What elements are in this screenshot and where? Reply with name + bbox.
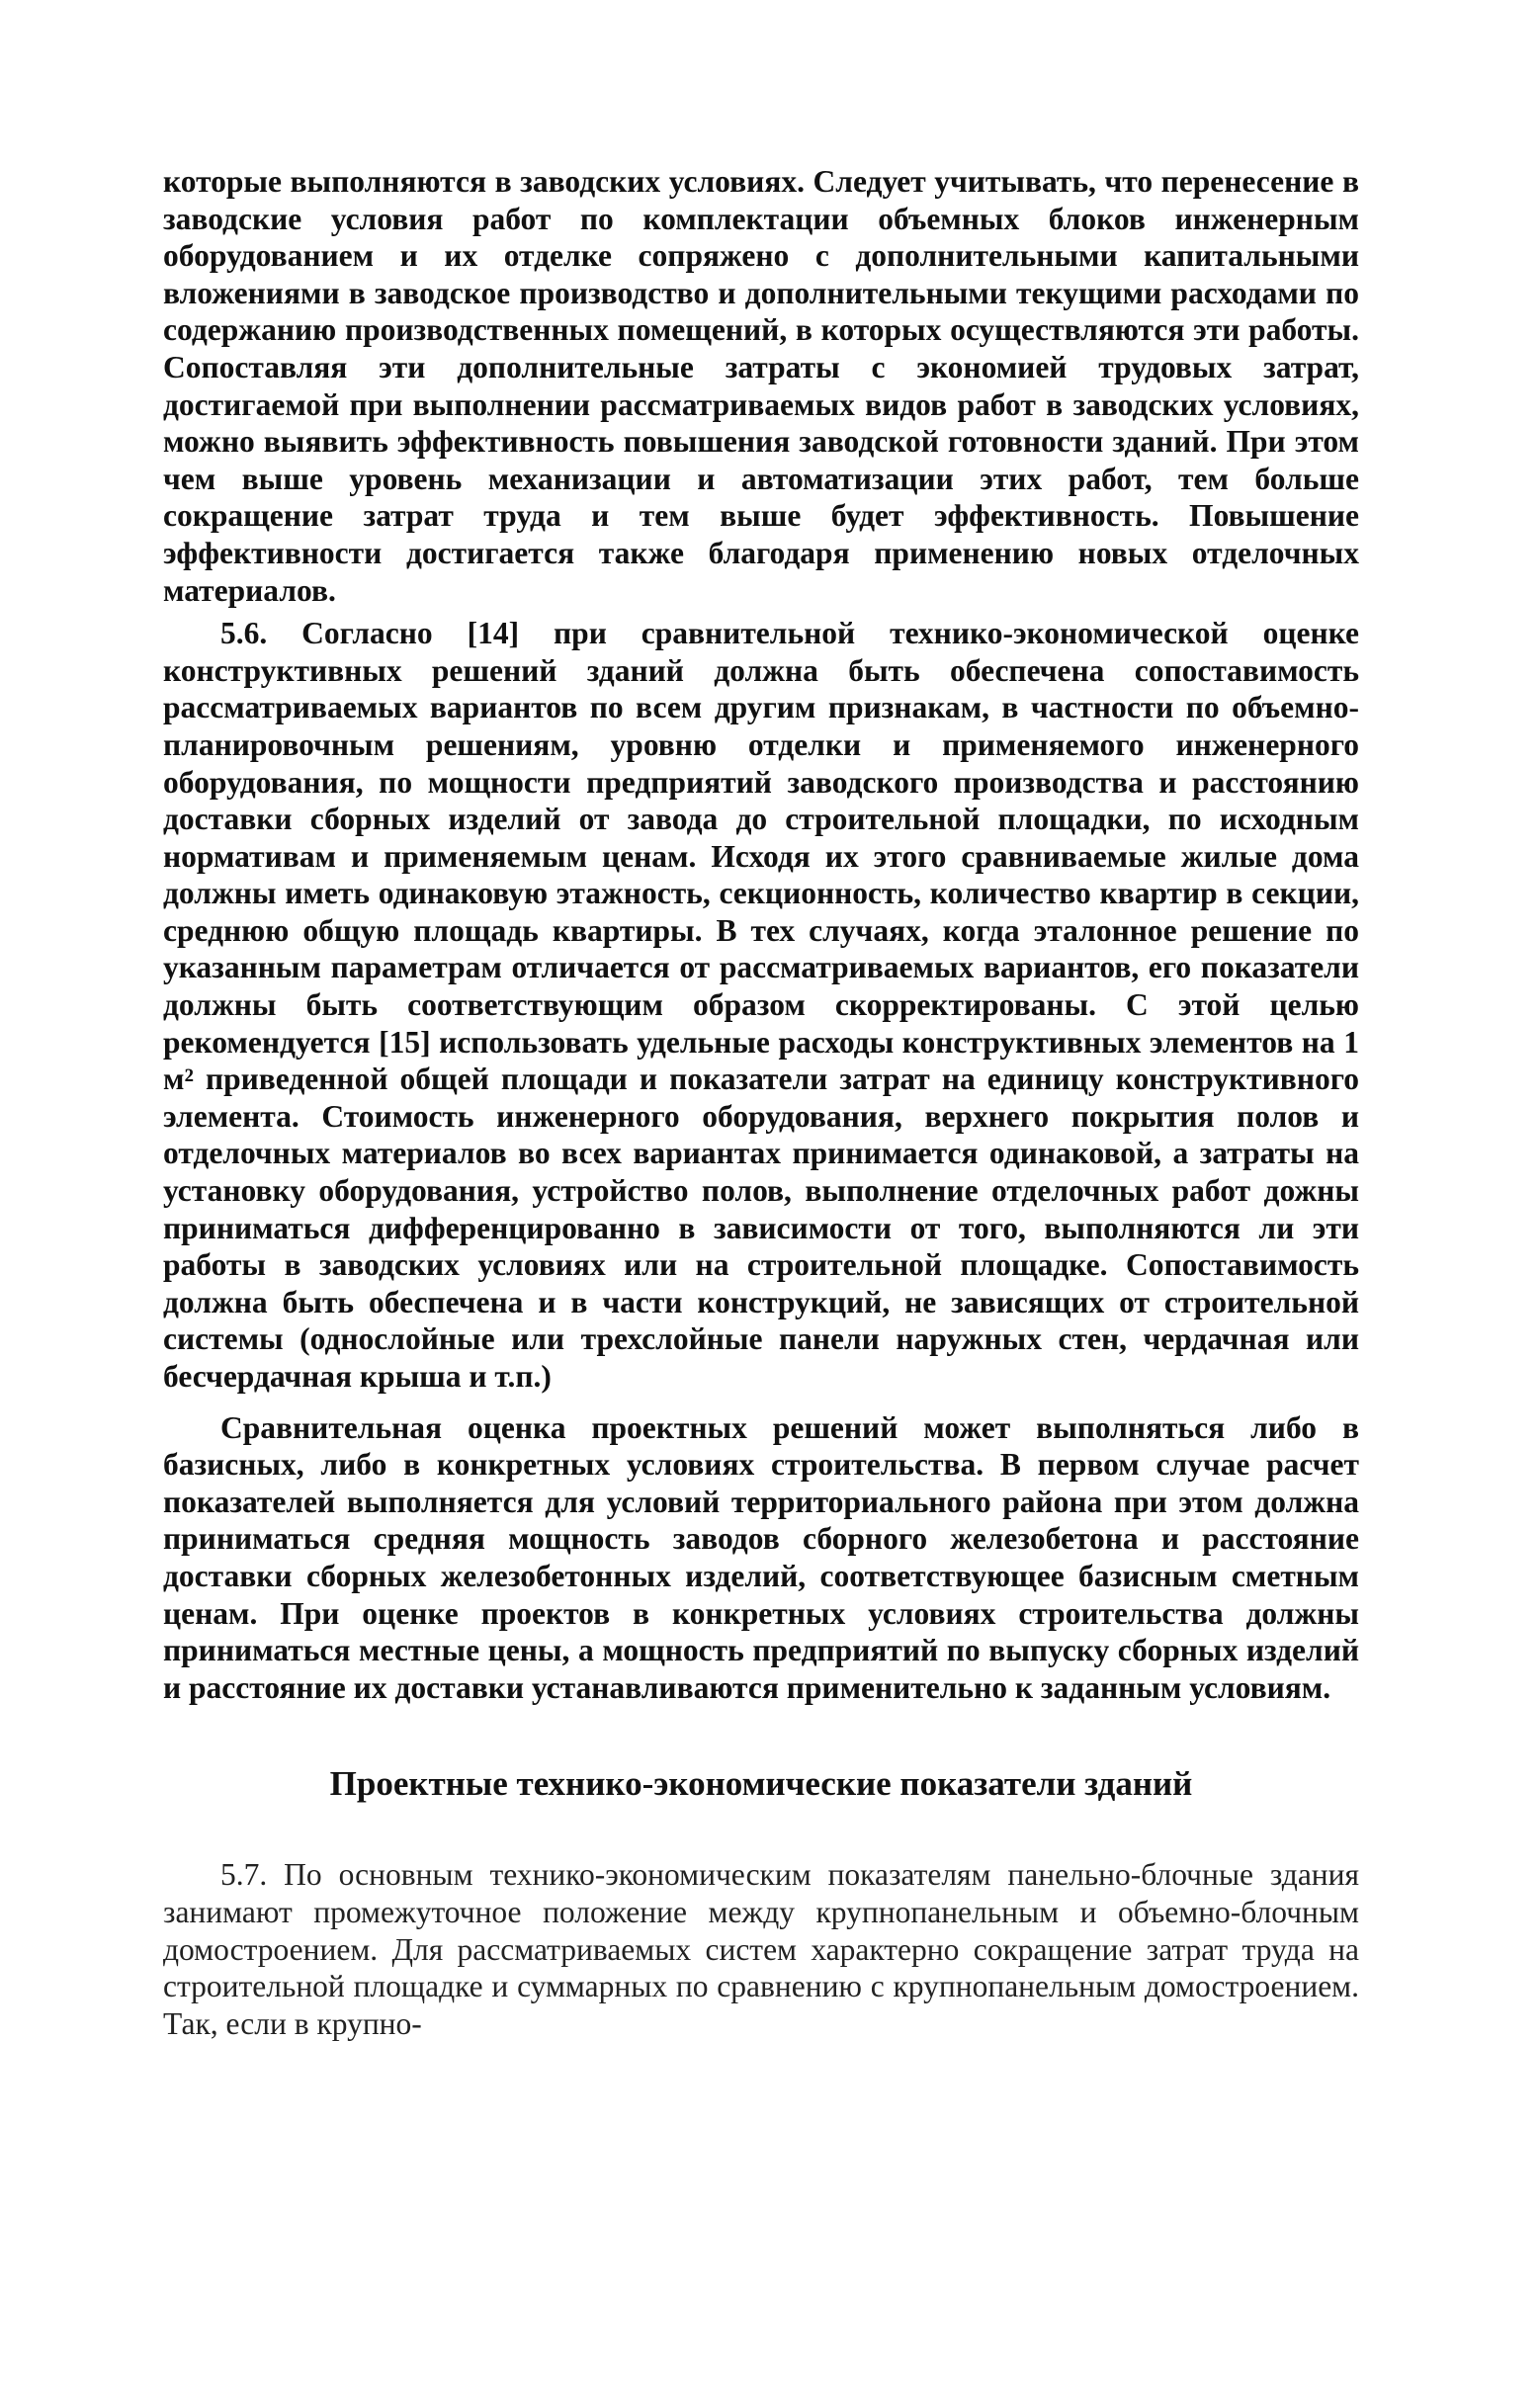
paragraph-comparative-assessment: Сравнительная оценка проектных решений может выполняться либо в базисных, либо в конкретных условиях строительства. В первом случае расчет показателей выполняется для условий территориального района при этом должна приниматься средняя мощность заводов сборного железобетона и расстояние доставки сборных железобетонных изделий, соответствующее базисным сметным ценам. При оценке проектов в конкретных условиях строительства должны приниматься местные цены, а мощность предприятий по выпуску сборных изделий и расстояние их доставки устанавливаются применительно к заданным условиям. [163,1409,1359,1705]
section-heading: Проектные технико-экономические показатели зданий [329,1764,1193,1804]
paragraph-intro: которые выполняются в заводских условиях. Следует учитывать, что перенесение в заводские условия работ по комплектации объемных блоков инженерным оборудованием и их отделке сопряжено с дополнительными капитальными вложениями в заводское производство и дополнительными текущими расходами по содержанию производственных помещений, в которых осуществляются эти работы. Сопоставляя эти дополнительные затраты с экономией трудовых затрат, достигаемой при выполнении рассматриваемых видов работ в заводских условиях, можно выявить эффективность повышения заводской готовности зданий. При этом чем выше уровень механизации и автоматизации этих работ, тем больше сокращение затрат труда и тем выше будет эффективность. Повышение эффективности достигается также благодаря применению новых отделочных материалов. [163,164,1359,608]
paragraph-5-6: 5.6. Согласно [14] при сравнительной технико-экономической оценке конструктивных решений зданий должна быть обеспечена сопоставимость рассматриваемых вариантов по всем другим признакам, в частности по объемно-планировочным решениям, уровню отделки и применяемого инженерного оборудования, по мощности предприятий заводского производства и расстоянию доставки сборных изделий от завода до строительной площадки, по исходным нормативам и применяемым ценам. Исходя их этого сравниваемые жилые дома должны иметь одинаковую этажность, секционность, количество квартир в секции, среднюю общую площадь квартиры. В тех случаях, когда эталонное решение по указанным параметрам отличается от рассматриваемых вариантов, его показатели должны быть соответствующим образом скорректированы. С этой целью рекомендуется [15] использовать удельные расходы конструктивных элементов на 1 м² приведенной общей площади и показатели затрат на единицу конструктивного элемента. Стоимость инженерного оборудования, верхнего покрытия полов и отделочных материалов во всех вариантах принимается одинаковой, а затраты на установку оборудования, устройство полов, выполнение отделочных работ дожны приниматься дифференцированно в зависимости от того, выполняются ли эти работы в заводских условиях или на строительной площадке. Сопоставимость должна быть обеспечена и в части конструкций, не зависящих от строительной системы (однослойные или трехслойные панели наружных стен, чердачная или бесчердачная крыша и т.п.) [163,616,1359,1394]
document-page [163,163,1359,2042]
paragraph-5-7: 5.7. По основным технико-экономическим показателям панельно-блочные здания занимают промежуточное положение между крупнопанельным и объемно-блочным домостроением. Для рассматриваемых систем характерно сокращение затрат труда на строительной площадке и суммарных по сравнению с крупнопанельным домостроением. Так, если в крупно- [163,1857,1359,2041]
